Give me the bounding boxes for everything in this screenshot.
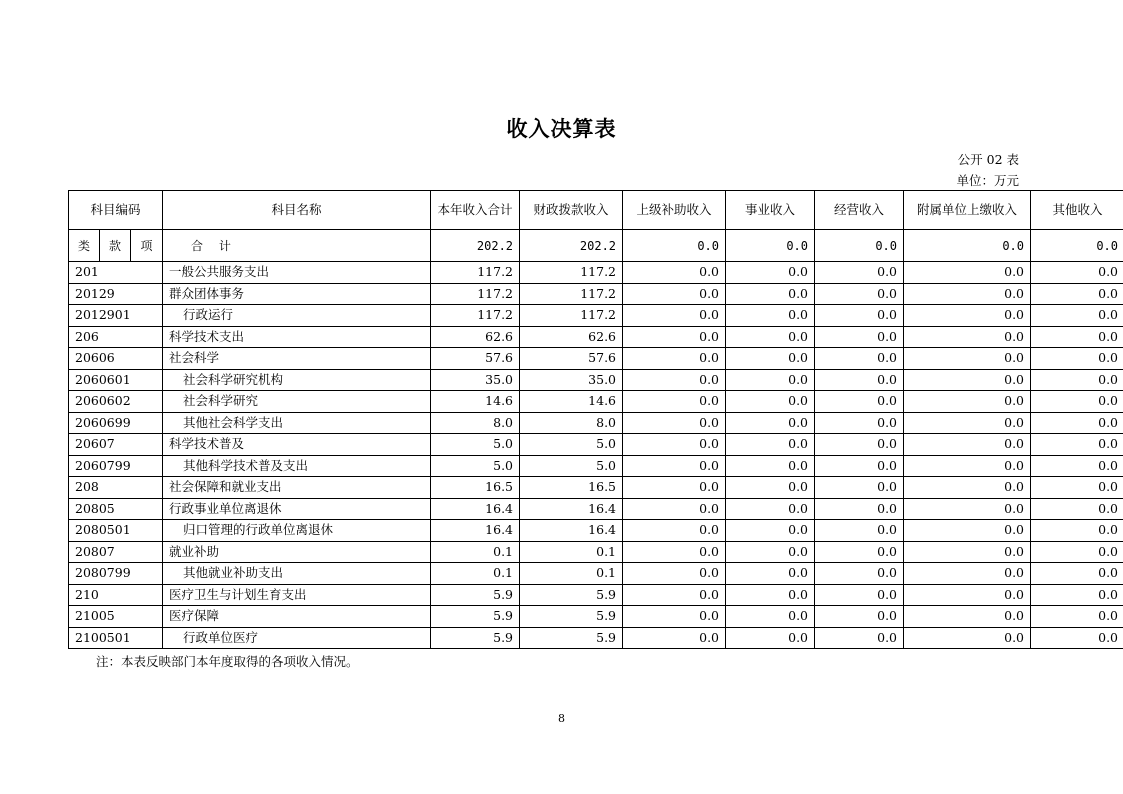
unit-label: 单位：万元 xyxy=(956,173,1019,188)
row-fiscal: 117.2 xyxy=(520,262,623,284)
table-row xyxy=(69,348,1123,370)
row-code: 20805 xyxy=(69,498,163,520)
row-superior: 0.0 xyxy=(623,541,726,563)
row-operating: 0.0 xyxy=(815,369,904,391)
row-operating: 0.0 xyxy=(815,391,904,413)
page-title: 收入决算表 xyxy=(506,117,617,141)
total-fiscal: 202.2 xyxy=(520,230,623,262)
row-fiscal: 117.2 xyxy=(520,305,623,327)
row-superior: 0.0 xyxy=(623,412,726,434)
row-total: 35.0 xyxy=(431,369,520,391)
table-row xyxy=(69,563,1123,585)
table-row xyxy=(69,326,1123,348)
row-superior: 0.0 xyxy=(623,584,726,606)
row-business: 0.0 xyxy=(726,369,815,391)
table-row xyxy=(69,498,1123,520)
total-affiliated: 0.0 xyxy=(904,230,1031,262)
header-other: 其他收入 xyxy=(1031,191,1123,230)
row-code: 2080501 xyxy=(69,520,163,542)
row-superior: 0.0 xyxy=(623,305,726,327)
row-name: 社会保障和就业支出 xyxy=(163,477,431,499)
row-superior: 0.0 xyxy=(623,455,726,477)
table-row xyxy=(69,412,1123,434)
table-row xyxy=(69,541,1123,563)
row-business: 0.0 xyxy=(726,498,815,520)
header-name: 科目名称 xyxy=(163,191,431,230)
row-total: 8.0 xyxy=(431,412,520,434)
total-label: 合 计 xyxy=(163,230,431,262)
row-code: 20129 xyxy=(69,283,163,305)
header-code: 科目编码 xyxy=(69,191,163,230)
row-total: 16.4 xyxy=(431,520,520,542)
row-other: 0.0 xyxy=(1031,477,1123,499)
table-note: 注：本表反映部门本年度取得的各项收入情况。 xyxy=(96,654,359,669)
row-business: 0.0 xyxy=(726,541,815,563)
row-name: 其他社会科学支出 xyxy=(163,412,431,434)
total-business: 0.0 xyxy=(726,230,815,262)
row-business: 0.0 xyxy=(726,563,815,585)
row-operating: 0.0 xyxy=(815,584,904,606)
row-total: 57.6 xyxy=(431,348,520,370)
row-fiscal: 16.5 xyxy=(520,477,623,499)
row-business: 0.0 xyxy=(726,391,815,413)
row-affiliated: 0.0 xyxy=(904,541,1031,563)
row-total: 5.0 xyxy=(431,434,520,456)
row-affiliated: 0.0 xyxy=(904,477,1031,499)
row-business: 0.0 xyxy=(726,606,815,628)
row-business: 0.0 xyxy=(726,520,815,542)
row-code: 210 xyxy=(69,584,163,606)
row-affiliated: 0.0 xyxy=(904,627,1031,649)
row-fiscal: 14.6 xyxy=(520,391,623,413)
row-affiliated: 0.0 xyxy=(904,455,1031,477)
row-operating: 0.0 xyxy=(815,412,904,434)
row-business: 0.0 xyxy=(726,412,815,434)
total-other: 0.0 xyxy=(1031,230,1123,262)
table-row xyxy=(69,455,1123,477)
row-superior: 0.0 xyxy=(623,369,726,391)
table-row xyxy=(69,305,1123,327)
row-operating: 0.0 xyxy=(815,520,904,542)
row-name: 行政事业单位离退休 xyxy=(163,498,431,520)
row-operating: 0.0 xyxy=(815,477,904,499)
row-other: 0.0 xyxy=(1031,584,1123,606)
subheader-lei: 类 xyxy=(69,230,100,262)
row-fiscal: 0.1 xyxy=(520,541,623,563)
row-name: 科学技术普及 xyxy=(163,434,431,456)
row-other: 0.0 xyxy=(1031,606,1123,628)
row-code: 2012901 xyxy=(69,305,163,327)
row-affiliated: 0.0 xyxy=(904,498,1031,520)
row-name: 一般公共服务支出 xyxy=(163,262,431,284)
row-operating: 0.0 xyxy=(815,434,904,456)
row-business: 0.0 xyxy=(726,455,815,477)
row-affiliated: 0.0 xyxy=(904,606,1031,628)
row-name: 社会科学研究机构 xyxy=(163,369,431,391)
row-fiscal: 5.9 xyxy=(520,627,623,649)
row-other: 0.0 xyxy=(1031,563,1123,585)
row-fiscal: 16.4 xyxy=(520,520,623,542)
row-superior: 0.0 xyxy=(623,627,726,649)
row-name: 就业补助 xyxy=(163,541,431,563)
row-name: 医疗卫生与计划生育支出 xyxy=(163,584,431,606)
row-affiliated: 0.0 xyxy=(904,391,1031,413)
row-superior: 0.0 xyxy=(623,348,726,370)
row-fiscal: 16.4 xyxy=(520,498,623,520)
row-affiliated: 0.0 xyxy=(904,262,1031,284)
total-total: 202.2 xyxy=(431,230,520,262)
row-affiliated: 0.0 xyxy=(904,520,1031,542)
total-operating: 0.0 xyxy=(815,230,904,262)
row-total: 5.0 xyxy=(431,455,520,477)
row-business: 0.0 xyxy=(726,348,815,370)
row-total: 62.6 xyxy=(431,326,520,348)
row-other: 0.0 xyxy=(1031,391,1123,413)
row-total: 117.2 xyxy=(431,262,520,284)
table-row xyxy=(69,391,1123,413)
row-code: 208 xyxy=(69,477,163,499)
table-row xyxy=(69,434,1123,456)
row-operating: 0.0 xyxy=(815,283,904,305)
table-row xyxy=(69,477,1123,499)
row-other: 0.0 xyxy=(1031,520,1123,542)
row-code: 206 xyxy=(69,326,163,348)
page-number: 8 xyxy=(558,712,565,725)
row-business: 0.0 xyxy=(726,434,815,456)
row-other: 0.0 xyxy=(1031,412,1123,434)
row-operating: 0.0 xyxy=(815,262,904,284)
header-business: 事业收入 xyxy=(726,191,815,230)
table-header-row xyxy=(69,191,1123,230)
row-business: 0.0 xyxy=(726,326,815,348)
row-other: 0.0 xyxy=(1031,305,1123,327)
form-code: 公开 02 表 xyxy=(957,152,1019,167)
row-total: 117.2 xyxy=(431,283,520,305)
table-row xyxy=(69,606,1123,628)
row-business: 0.0 xyxy=(726,584,815,606)
row-code: 20807 xyxy=(69,541,163,563)
row-total: 5.9 xyxy=(431,627,520,649)
row-business: 0.0 xyxy=(726,262,815,284)
row-superior: 0.0 xyxy=(623,498,726,520)
row-affiliated: 0.0 xyxy=(904,412,1031,434)
header-superior: 上级补助收入 xyxy=(623,191,726,230)
row-fiscal: 5.9 xyxy=(520,606,623,628)
row-other: 0.0 xyxy=(1031,627,1123,649)
row-operating: 0.0 xyxy=(815,627,904,649)
row-operating: 0.0 xyxy=(815,541,904,563)
row-other: 0.0 xyxy=(1031,283,1123,305)
row-superior: 0.0 xyxy=(623,326,726,348)
row-fiscal: 57.6 xyxy=(520,348,623,370)
row-name: 归口管理的行政单位离退休 xyxy=(163,520,431,542)
row-operating: 0.0 xyxy=(815,606,904,628)
row-other: 0.0 xyxy=(1031,326,1123,348)
row-operating: 0.0 xyxy=(815,455,904,477)
row-name: 社会科学研究 xyxy=(163,391,431,413)
row-other: 0.0 xyxy=(1031,262,1123,284)
row-affiliated: 0.0 xyxy=(904,283,1031,305)
row-code: 2060699 xyxy=(69,412,163,434)
row-other: 0.0 xyxy=(1031,369,1123,391)
header-operating: 经营收入 xyxy=(815,191,904,230)
row-fiscal: 5.0 xyxy=(520,455,623,477)
row-code: 2060602 xyxy=(69,391,163,413)
row-fiscal: 117.2 xyxy=(520,283,623,305)
row-affiliated: 0.0 xyxy=(904,584,1031,606)
row-total: 117.2 xyxy=(431,305,520,327)
row-operating: 0.0 xyxy=(815,563,904,585)
row-total: 5.9 xyxy=(431,606,520,628)
row-total: 0.1 xyxy=(431,563,520,585)
row-code: 2060601 xyxy=(69,369,163,391)
row-superior: 0.0 xyxy=(623,563,726,585)
row-total: 5.9 xyxy=(431,584,520,606)
row-superior: 0.0 xyxy=(623,520,726,542)
row-code: 20607 xyxy=(69,434,163,456)
row-other: 0.0 xyxy=(1031,348,1123,370)
row-fiscal: 35.0 xyxy=(520,369,623,391)
row-name: 其他就业补助支出 xyxy=(163,563,431,585)
header-total: 本年收入合计 xyxy=(431,191,520,230)
row-superior: 0.0 xyxy=(623,477,726,499)
table-row xyxy=(69,283,1123,305)
income-table xyxy=(68,190,1123,649)
row-business: 0.0 xyxy=(726,283,815,305)
row-affiliated: 0.0 xyxy=(904,305,1031,327)
row-operating: 0.0 xyxy=(815,348,904,370)
row-total: 0.1 xyxy=(431,541,520,563)
row-total: 14.6 xyxy=(431,391,520,413)
row-fiscal: 0.1 xyxy=(520,563,623,585)
row-total: 16.4 xyxy=(431,498,520,520)
row-code: 2060799 xyxy=(69,455,163,477)
row-code: 21005 xyxy=(69,606,163,628)
table-row xyxy=(69,262,1123,284)
row-name: 其他科学技术普及支出 xyxy=(163,455,431,477)
row-total: 16.5 xyxy=(431,477,520,499)
row-code: 201 xyxy=(69,262,163,284)
row-affiliated: 0.0 xyxy=(904,434,1031,456)
row-code: 2100501 xyxy=(69,627,163,649)
table-row xyxy=(69,369,1123,391)
row-superior: 0.0 xyxy=(623,391,726,413)
row-name: 社会科学 xyxy=(163,348,431,370)
row-name: 行政单位医疗 xyxy=(163,627,431,649)
subheader-kuan: 款 xyxy=(100,230,131,262)
table-row xyxy=(69,520,1123,542)
row-fiscal: 5.9 xyxy=(520,584,623,606)
row-other: 0.0 xyxy=(1031,434,1123,456)
row-operating: 0.0 xyxy=(815,305,904,327)
subheader-xiang: 项 xyxy=(131,230,163,262)
row-other: 0.0 xyxy=(1031,498,1123,520)
total-superior: 0.0 xyxy=(623,230,726,262)
row-business: 0.0 xyxy=(726,477,815,499)
row-affiliated: 0.0 xyxy=(904,348,1031,370)
header-fiscal: 财政拨款收入 xyxy=(520,191,623,230)
row-superior: 0.0 xyxy=(623,283,726,305)
total-row xyxy=(69,230,1123,262)
row-superior: 0.0 xyxy=(623,606,726,628)
row-business: 0.0 xyxy=(726,305,815,327)
row-other: 0.0 xyxy=(1031,541,1123,563)
row-fiscal: 5.0 xyxy=(520,434,623,456)
row-fiscal: 62.6 xyxy=(520,326,623,348)
row-code: 20606 xyxy=(69,348,163,370)
row-other: 0.0 xyxy=(1031,455,1123,477)
row-name: 科学技术支出 xyxy=(163,326,431,348)
table-row xyxy=(69,627,1123,649)
row-business: 0.0 xyxy=(726,627,815,649)
row-superior: 0.0 xyxy=(623,262,726,284)
row-affiliated: 0.0 xyxy=(904,563,1031,585)
row-affiliated: 0.0 xyxy=(904,326,1031,348)
row-operating: 0.0 xyxy=(815,326,904,348)
row-affiliated: 0.0 xyxy=(904,369,1031,391)
row-code: 2080799 xyxy=(69,563,163,585)
row-operating: 0.0 xyxy=(815,498,904,520)
row-name: 行政运行 xyxy=(163,305,431,327)
row-name: 医疗保障 xyxy=(163,606,431,628)
row-fiscal: 8.0 xyxy=(520,412,623,434)
table-row xyxy=(69,584,1123,606)
header-affiliated: 附属单位上缴收入 xyxy=(904,191,1031,230)
row-superior: 0.0 xyxy=(623,434,726,456)
row-name: 群众团体事务 xyxy=(163,283,431,305)
